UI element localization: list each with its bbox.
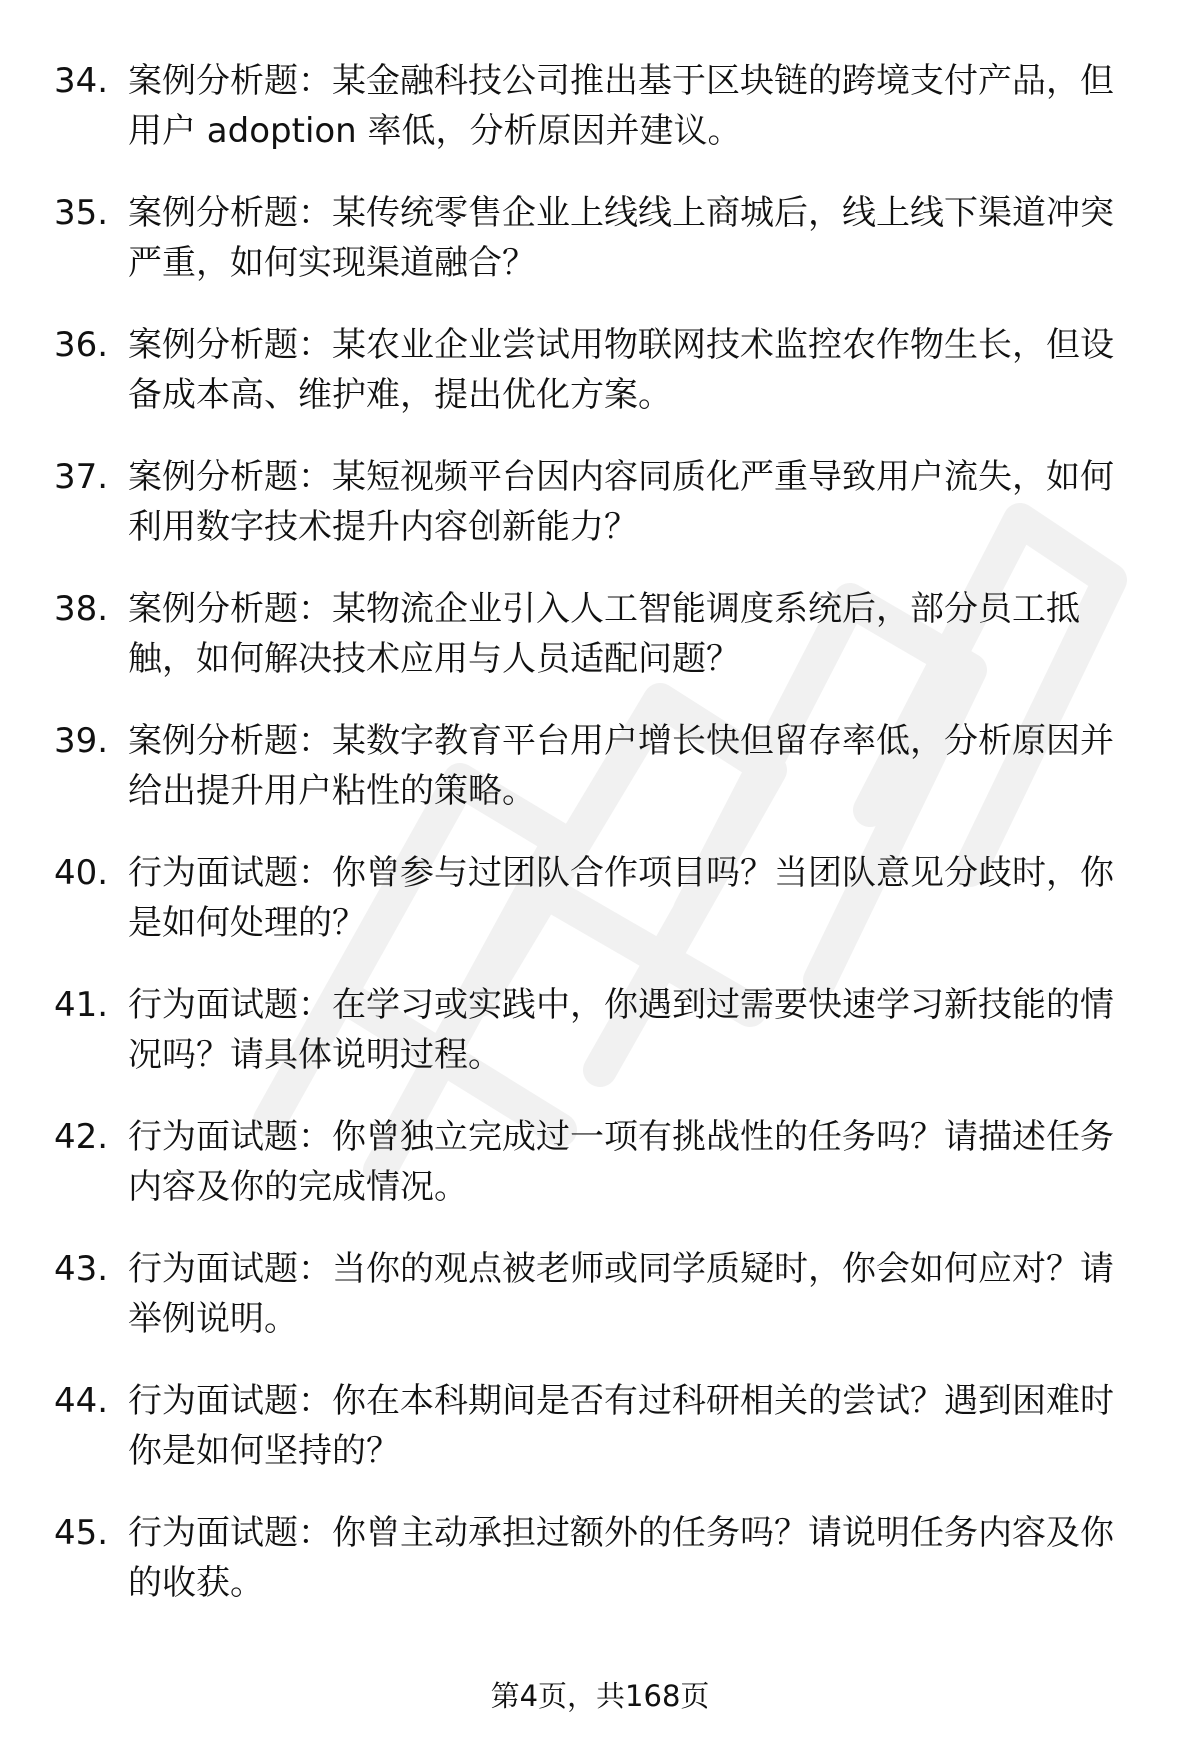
question-number: 41. xyxy=(54,985,109,1025)
page-footer xyxy=(0,1676,1200,1716)
question-text: 行为面试题：你曾独立完成过一项有挑战性的任务吗？请描述任务内容及你的完成情况。 xyxy=(128,1117,1114,1207)
question-number: 34. xyxy=(54,61,109,101)
question-number: 35. xyxy=(54,193,109,233)
question-number: 38. xyxy=(54,589,109,629)
question-number: 36. xyxy=(54,325,109,365)
question-number: 45. xyxy=(54,1513,109,1553)
question-number: 42. xyxy=(54,1117,109,1157)
question-text: 案例分析题：某数字教育平台用户增长快但留存率低，分析原因并给出提升用户粘性的策略。 xyxy=(128,721,1114,811)
question-item xyxy=(0,1112,1200,1244)
question-text: 行为面试题：你曾主动承担过额外的任务吗？请说明任务内容及你的收获。 xyxy=(128,1513,1114,1603)
question-item xyxy=(0,188,1200,320)
question-text: 行为面试题：在学习或实践中，你遇到过需要快速学习新技能的情况吗？请具体说明过程。 xyxy=(128,985,1114,1075)
question-item xyxy=(0,1376,1200,1508)
question-item xyxy=(0,452,1200,584)
question-item xyxy=(0,56,1200,188)
question-number: 43. xyxy=(54,1249,109,1289)
question-item xyxy=(0,980,1200,1112)
question-number: 44. xyxy=(54,1381,109,1421)
question-item xyxy=(0,584,1200,716)
question-item xyxy=(0,320,1200,452)
question-text: 案例分析题：某物流企业引入人工智能调度系统后，部分员工抵触，如何解决技术应用与人员适配问题？ xyxy=(128,589,1080,679)
question-text: 案例分析题：某短视频平台因内容同质化严重导致用户流失，如何利用数字技术提升内容创新能力？ xyxy=(128,457,1114,547)
question-item xyxy=(0,848,1200,980)
question-item xyxy=(0,716,1200,848)
page-number-label: 第4页，共168页 xyxy=(490,1679,710,1713)
question-number: 40. xyxy=(54,853,109,893)
question-item xyxy=(0,1508,1200,1640)
question-number: 37. xyxy=(54,457,109,497)
question-text: 行为面试题：你在本科期间是否有过科研相关的尝试？遇到困难时你是如何坚持的？ xyxy=(128,1381,1114,1471)
question-number: 39. xyxy=(54,721,109,761)
question-item xyxy=(0,1244,1200,1376)
question-list xyxy=(0,56,1200,1640)
question-text: 行为面试题：你曾参与过团队合作项目吗？当团队意见分歧时，你是如何处理的？ xyxy=(128,853,1114,943)
question-text: 行为面试题：当你的观点被老师或同学质疑时，你会如何应对？请举例说明。 xyxy=(128,1249,1114,1339)
question-text: 案例分析题：某传统零售企业上线线上商城后，线上线下渠道冲突严重，如何实现渠道融合？ xyxy=(128,193,1114,283)
question-text: 案例分析题：某金融科技公司推出基于区块链的跨境支付产品，但用户 adoption 率低，分析原因并建议。 xyxy=(128,61,1114,151)
question-text: 案例分析题：某农业企业尝试用物联网技术监控农作物生长，但设备成本高、维护难，提出优化方案。 xyxy=(128,325,1114,415)
